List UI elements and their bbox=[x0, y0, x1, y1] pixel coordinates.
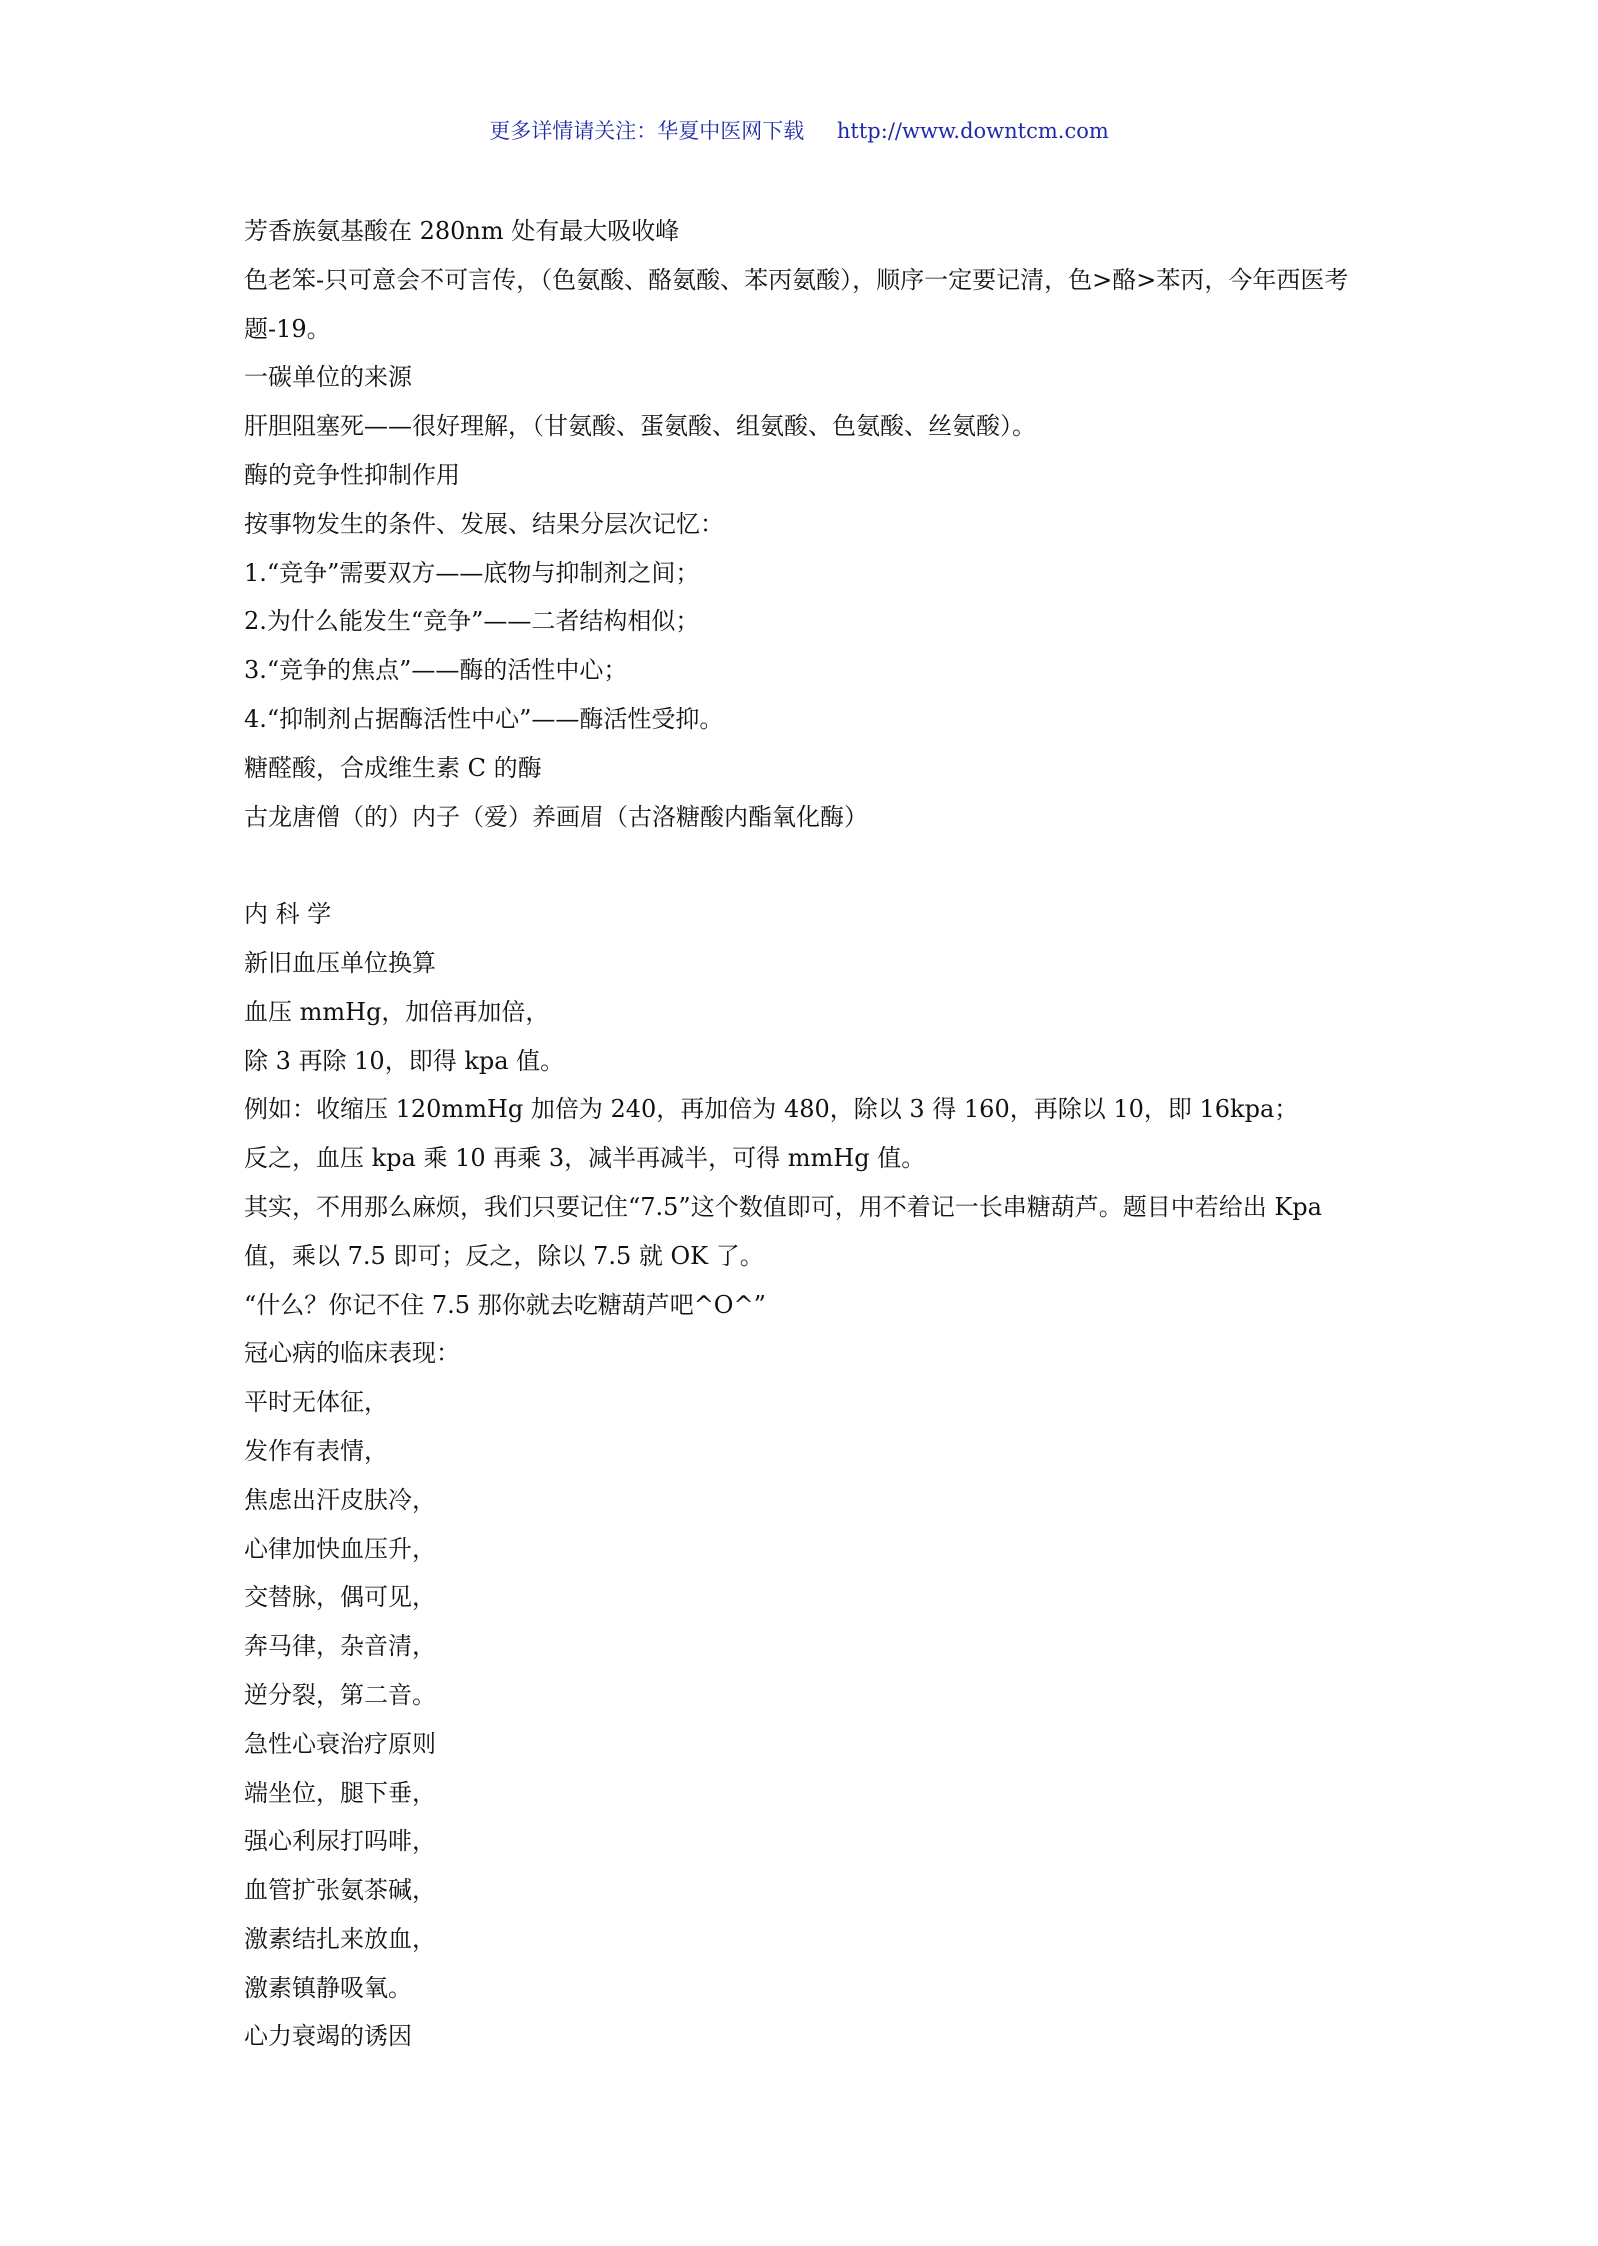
text-line: 血压 mmHg，加倍再加倍， bbox=[244, 997, 550, 1026]
text-line: 一碳单位的来源 bbox=[244, 363, 412, 392]
text-paragraph: 其实，不用那么麻烦，我们只要记住“7.5”这个数值即可，用不着记一长串糖葫芦。题目中若给出 Kpa 值，乘以 7.5 即可；反之，除以 7.5 就 OK 了。 bbox=[244, 1192, 1322, 1270]
text-paragraph: 色老笨-只可意会不可言传，（色氨酸、酪氨酸、苯丙氨酸），顺序一定要记清，色>酪>苯丙，今年西医考题-19。 bbox=[244, 265, 1349, 343]
text-line: 焦虑出汗皮肤冷， bbox=[244, 1485, 436, 1514]
text-line: 激素结扎来放血， bbox=[244, 1924, 436, 1953]
text-line: 反之，血压 kpa 乘 10 再乘 3，减半再减半，可得 mmHg 值。 bbox=[244, 1144, 926, 1173]
text-line: 按事物发生的条件、发展、结果分层次记忆： bbox=[244, 509, 724, 538]
text-line: 酶的竞争性抑制作用 bbox=[244, 460, 460, 489]
text-line: 1.“竞争”需要双方——底物与抑制剂之间； bbox=[244, 558, 700, 587]
section-title: 内 科 学 bbox=[244, 900, 332, 929]
text-line: 激素镇静吸氧。 bbox=[244, 1973, 412, 2002]
text-line: 心力衰竭的诱因 bbox=[244, 2022, 412, 2051]
text-line: 3.“竞争的焦点”——酶的活性中心； bbox=[244, 656, 628, 685]
header-url-link[interactable]: http://www.downtcm.com bbox=[836, 119, 1109, 143]
text-line: 新旧血压单位换算 bbox=[244, 948, 436, 977]
text-line: 端坐位，腿下垂， bbox=[244, 1778, 436, 1807]
document-body bbox=[244, 207, 1364, 2061]
text-line: 古龙唐僧（的）内子（爱）养画眉（古洛糖酸内酯氧化酶） bbox=[244, 802, 868, 831]
text-line: 肝胆阻塞死——很好理解，（甘氨酸、蛋氨酸、组氨酸、色氨酸、丝氨酸）。 bbox=[244, 412, 1036, 441]
text-line: 心律加快血压升， bbox=[244, 1534, 436, 1563]
text-line: 强心利尿打吗啡， bbox=[244, 1827, 436, 1856]
page-header bbox=[0, 116, 1598, 146]
text-line: 急性心衰治疗原则 bbox=[244, 1729, 436, 1758]
text-line: 交替脉，偶可见， bbox=[244, 1583, 436, 1612]
text-line: 奔马律，杂音清， bbox=[244, 1632, 436, 1661]
header-notice: 更多详情请关注：华夏中医网下载 bbox=[489, 119, 805, 143]
text-line: 逆分裂，第二音。 bbox=[244, 1680, 436, 1709]
blank-line bbox=[244, 841, 1364, 890]
text-line: 例如：收缩压 120mmHg 加倍为 240，再加倍为 480，除以 3 得 160，再除以 10，即 16kpa； bbox=[244, 1095, 1299, 1124]
text-line: 除 3 再除 10，即得 kpa 值。 bbox=[244, 1046, 565, 1075]
text-line: 糖醛酸，合成维生素 C 的酶 bbox=[244, 753, 542, 782]
text-line: 发作有表情， bbox=[244, 1436, 388, 1465]
text-line: 2.为什么能发生“竞争”——二者结构相似； bbox=[244, 607, 700, 636]
text-line: 平时无体征， bbox=[244, 1388, 388, 1417]
text-line: 冠心病的临床表现： bbox=[244, 1339, 460, 1368]
text-line: 芳香族氨基酸在 280nm 处有最大吸收峰 bbox=[244, 217, 680, 245]
text-line: 4.“抑制剂占据酶活性中心”——酶活性受抑。 bbox=[244, 704, 724, 733]
text-line: 血管扩张氨茶碱， bbox=[244, 1876, 436, 1905]
text-line: “什么？你记不住 7.5 那你就去吃糖葫芦吧^O^” bbox=[244, 1290, 766, 1319]
